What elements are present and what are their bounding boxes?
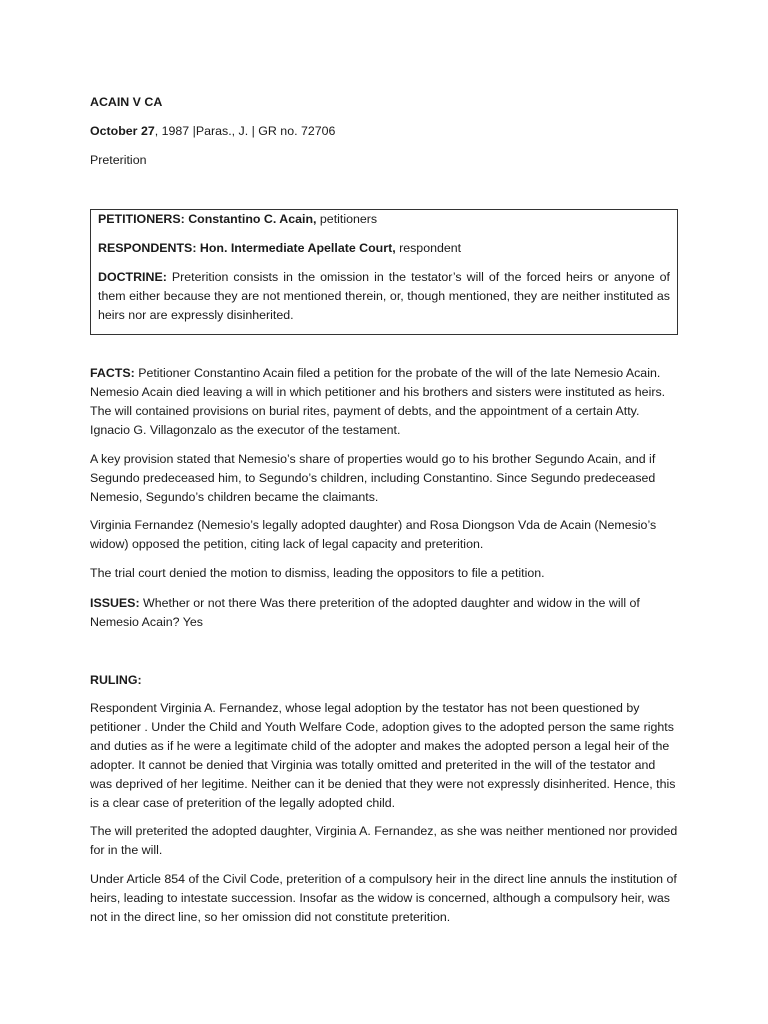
case-topic: Preterition — [90, 153, 147, 167]
opposition-paragraph: Virginia Fernandez (Nemesio’s legally adopted daughter) and Rosa Diongson Vda de Acain (Nemesio’s widow) opposed the petition, citing lack of legal capacity and preterition. — [90, 518, 657, 551]
ruling-paragraph-3: Under Article 854 of the Civil Code, preterition of a compulsory heir in the direct line annuls the institution of heirs, leading to intestate succession. Insofar as the widow is concerned, although a compulsory heir, was not in the direct line, so her omission did not constitute preterition. — [90, 872, 677, 924]
respondents-label: RESPONDENTS: — [98, 241, 197, 255]
issues-label: ISSUES: — [90, 596, 140, 610]
case-title: ACAIN V CA — [90, 95, 163, 109]
facts-label: FACTS: — [90, 366, 135, 380]
respondents-name: Hon. Intermediate Apellate Court, — [196, 241, 396, 255]
case-details: , 1987 |Paras., J. | GR no. 72706 — [154, 124, 336, 138]
doctrine-text: Preterition consists in the omission in the testator’s will of the forced heirs or anyone of them either because they are not mentioned therein, or, though mentioned, they are neither instituted as heirs nor are expressly disinherited. — [98, 270, 670, 322]
decision-date: October 27 — [90, 124, 155, 138]
issues-text: Whether or not there Was there preterition of the adopted daughter and widow in the will of Nemesio Acain? Yes — [90, 596, 640, 629]
ruling-heading: RULING: — [90, 673, 142, 687]
parties-doctrine-box — [90, 209, 678, 335]
doctrine-paragraph — [98, 268, 670, 325]
petitioners-line: PETITIONERS: Constantino C. Acain, petitioners — [98, 212, 378, 226]
ruling-paragraph-1: Respondent Virginia A. Fernandez, whose legal adoption by the testator has not been questioned by petitioner . Under the Child and Youth Welfare Code, adoption gives to the adopted person the same rights and duties as if he were a legitimate child of the adopter and makes the adopted person a legal heir of the adopter. It cannot be denied that Virginia was totally omitted and preterited in the will of the testator and was deprived of her legitime. Neither can it be denied that they were not expressly disinherited. Hence, this is a clear case of preterition of the legally adopted child. — [90, 701, 676, 810]
facts-paragraph — [90, 364, 678, 440]
key-provision-paragraph: A key provision stated that Nemesio’s share of properties would go to his brother Segundo Acain, and if Segundo predeceased him, to Segundo’s children, including Constantino. Since Segundo predeceased Nemesio, Segundo’s children became the claimants. — [90, 452, 656, 504]
petitioners-name: Constantino C. Acain, — [184, 212, 317, 226]
respondents-line: RESPONDENTS: Hon. Intermediate Apellate Court, respondent — [98, 241, 462, 255]
ruling-paragraph-2: The will preterited the adopted daughter, Virginia A. Fernandez, as she was neither mentioned nor provided for in the will. — [90, 824, 678, 857]
case-dateline — [90, 122, 335, 141]
doctrine-label: DOCTRINE: — [98, 270, 167, 284]
trial-court-paragraph: The trial court denied the motion to dismiss, leading the oppositors to file a petition. — [90, 566, 545, 580]
facts-text: Petitioner Constantino Acain filed a petition for the probate of the will of the late Nemesio Acain. Nemesio Acain died leaving a will in which petitioner and his brothers and sisters were instituted as heirs. The will contained provisions on burial rites, payment of debts, and the appointment of a certain Atty. Ignacio G. Villagonzalo as the executor of the testament. — [90, 366, 666, 437]
issues-paragraph — [90, 594, 678, 632]
petitioners-label: PETITIONERS: — [98, 212, 185, 226]
